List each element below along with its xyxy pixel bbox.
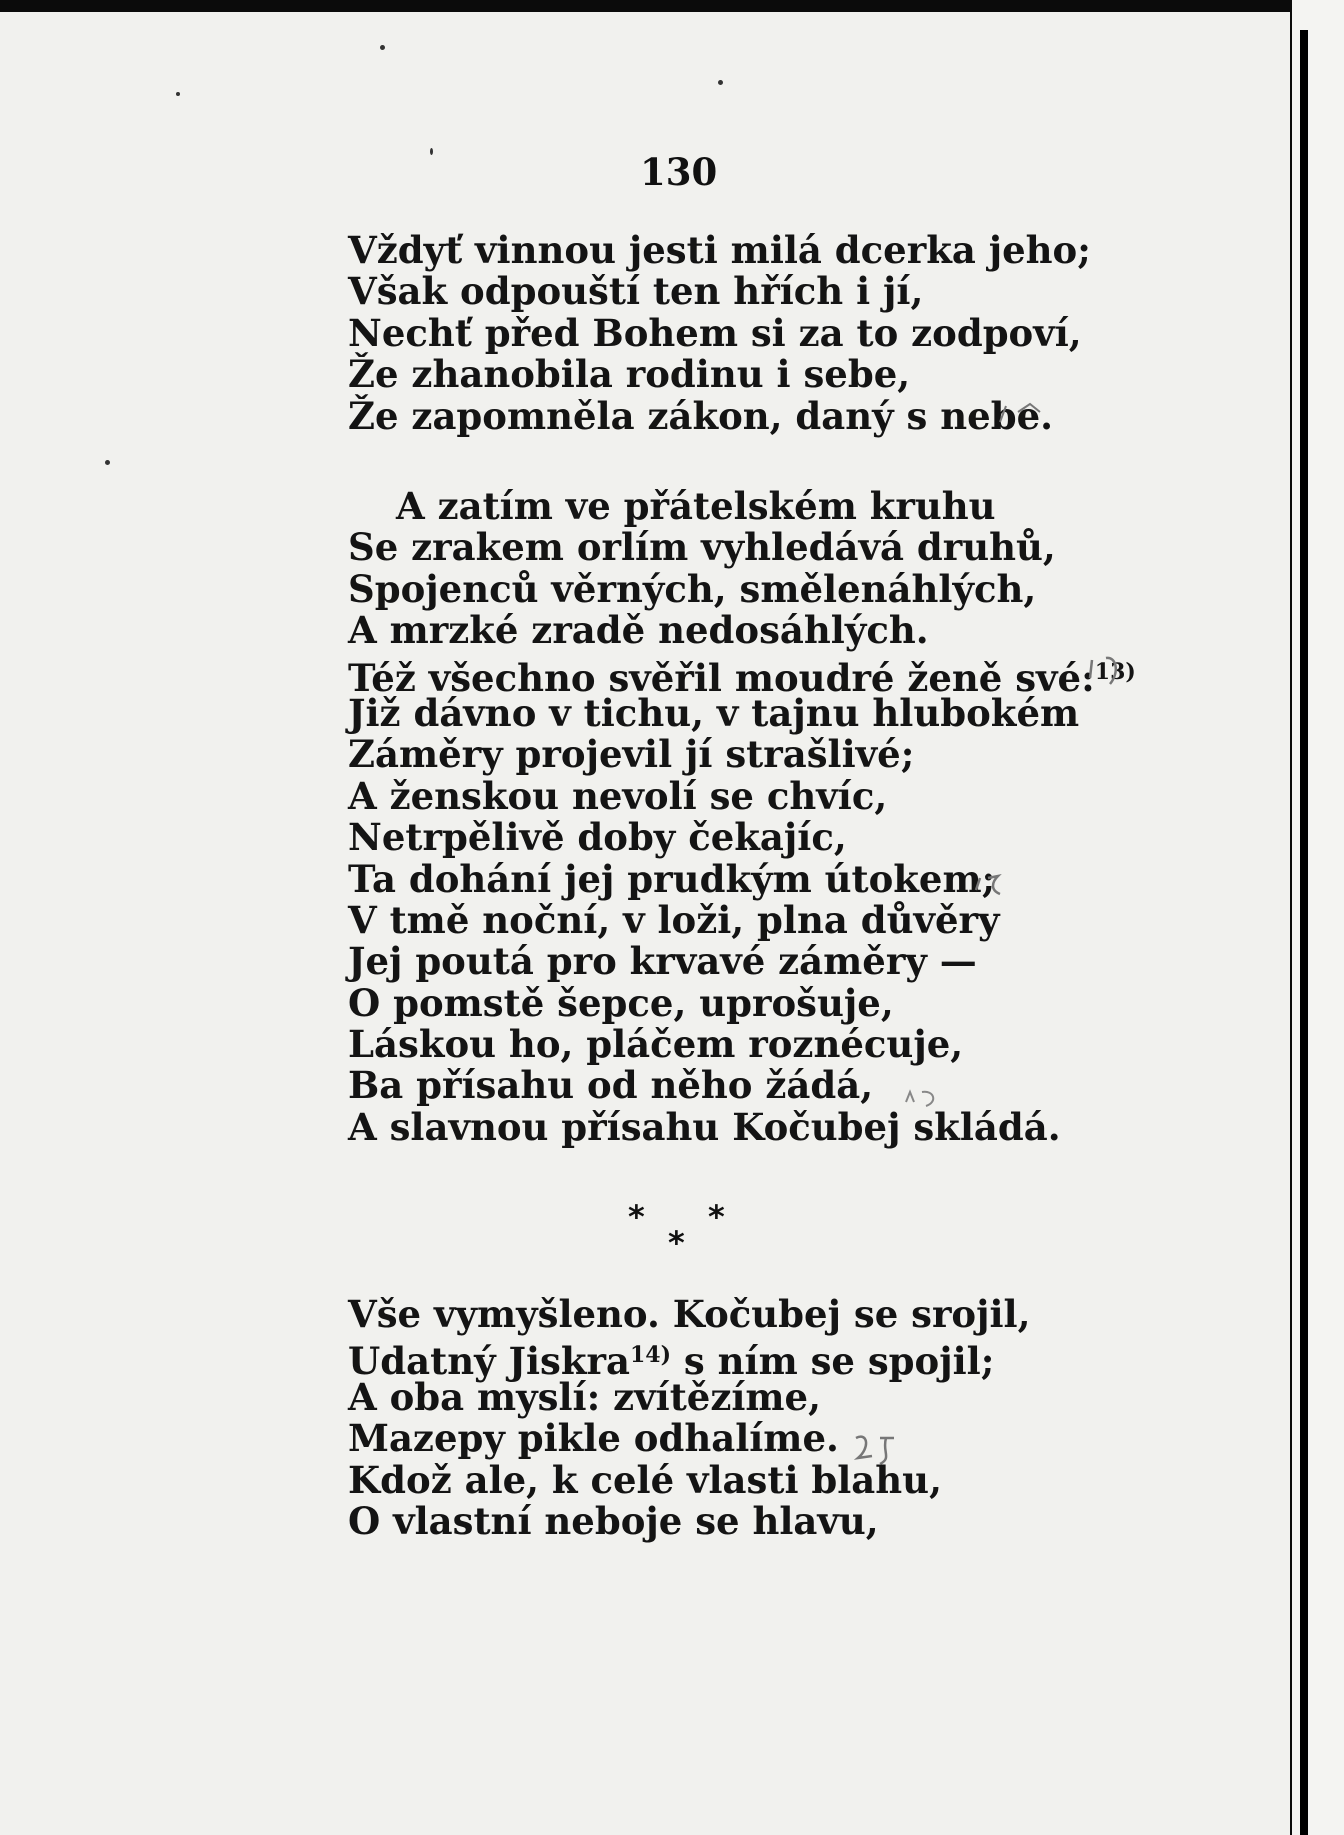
scan-speck bbox=[718, 80, 723, 85]
verse-line: Že zapomněla zákon, daný s nebe. bbox=[348, 393, 1054, 438]
verse-line: Spojenců věrných, smělenáhlých, bbox=[348, 566, 1037, 611]
verse-line: A zatím ve přátelském kruhu bbox=[396, 484, 996, 528]
verse-line: Se zrakem orlím vyhledává druhů, bbox=[348, 525, 1056, 570]
pencil-mark bbox=[996, 398, 1046, 428]
verse-line: Však odpouští ten hřích i jí, bbox=[348, 269, 924, 314]
verse-line: Netrpělivě doby čekajíc, bbox=[348, 815, 847, 860]
verse-line-text: Též všechno svěřil moudré ženě své: bbox=[348, 655, 1095, 700]
verse-line-with-note bbox=[348, 652, 1136, 700]
verse-line: Záměry projevil jí strašlivé; bbox=[348, 732, 915, 777]
verse-line: Vždyť vinnou jesti milá dcerka jeho; bbox=[348, 228, 1091, 272]
verse-line-with-note bbox=[348, 1335, 1128, 1384]
verse-line-text: s ním se spojil; bbox=[671, 1339, 995, 1384]
page-number: 130 bbox=[640, 150, 718, 194]
asterisk: * bbox=[708, 1198, 725, 1236]
verse-line: A slavnou přísahu Kočubej skládá. bbox=[348, 1104, 1061, 1149]
verse-line: Kdož ale, k celé vlasti blahu, bbox=[348, 1457, 942, 1502]
verse-line: O vlastní neboje se hlavu, bbox=[348, 1498, 879, 1543]
verse-line: V tmě noční, v loži, plna důvěry bbox=[348, 897, 1000, 942]
verse-line: Vše vymyšleno. Kočubej se srojil, bbox=[348, 1292, 1031, 1336]
verse-stanza-3 bbox=[348, 1294, 1128, 1542]
pencil-mark bbox=[852, 1428, 902, 1468]
scan-speck bbox=[380, 45, 385, 50]
verse-line-text: Udatný Jiskra bbox=[348, 1339, 630, 1384]
verse-line: A mrzké zradě nedosáhlých. bbox=[348, 608, 929, 653]
verse-line: Jej poutá pro krvavé záměry — bbox=[348, 939, 977, 984]
gutter-shadow bbox=[1300, 30, 1308, 1835]
verse-line: Již dávno v tichu, v tajnu hlubokém bbox=[348, 690, 1080, 735]
verse-line: O pomstě šepce, uprošuje, bbox=[348, 980, 894, 1025]
verse-line: A oba myslí: zvítězíme, bbox=[348, 1374, 821, 1419]
footnote-marker[interactable]: 14) bbox=[629, 1342, 672, 1369]
verse-line: Mazepy pikle odhalíme. bbox=[348, 1416, 839, 1461]
verse-line: Že zhanobila rodinu i sebe, bbox=[348, 352, 911, 397]
verse-line: Láskou ho, pláčem roznécuje, bbox=[348, 1022, 964, 1067]
asterisk: * bbox=[668, 1224, 685, 1262]
verse-line: A ženskou nevolí se chvíc, bbox=[348, 773, 888, 818]
verse-line: Ba přísahu od něho žádá, bbox=[348, 1063, 874, 1108]
pencil-mark bbox=[1086, 652, 1130, 692]
verse-stanza-2 bbox=[348, 484, 1136, 1149]
section-asterism bbox=[620, 1198, 740, 1262]
scan-speck bbox=[105, 460, 110, 465]
asterisk: * bbox=[628, 1198, 645, 1236]
footnote-marker[interactable]: 13) bbox=[1094, 658, 1136, 685]
verse-line: Nechť před Bohem si za to zodpoví, bbox=[348, 310, 1082, 355]
verse-line: Ta dohání jej prudkým útokem; bbox=[348, 856, 996, 901]
pencil-mark bbox=[900, 1082, 950, 1112]
pencil-mark bbox=[970, 868, 1010, 904]
scan-speck bbox=[430, 148, 433, 155]
scan-speck bbox=[176, 92, 180, 96]
